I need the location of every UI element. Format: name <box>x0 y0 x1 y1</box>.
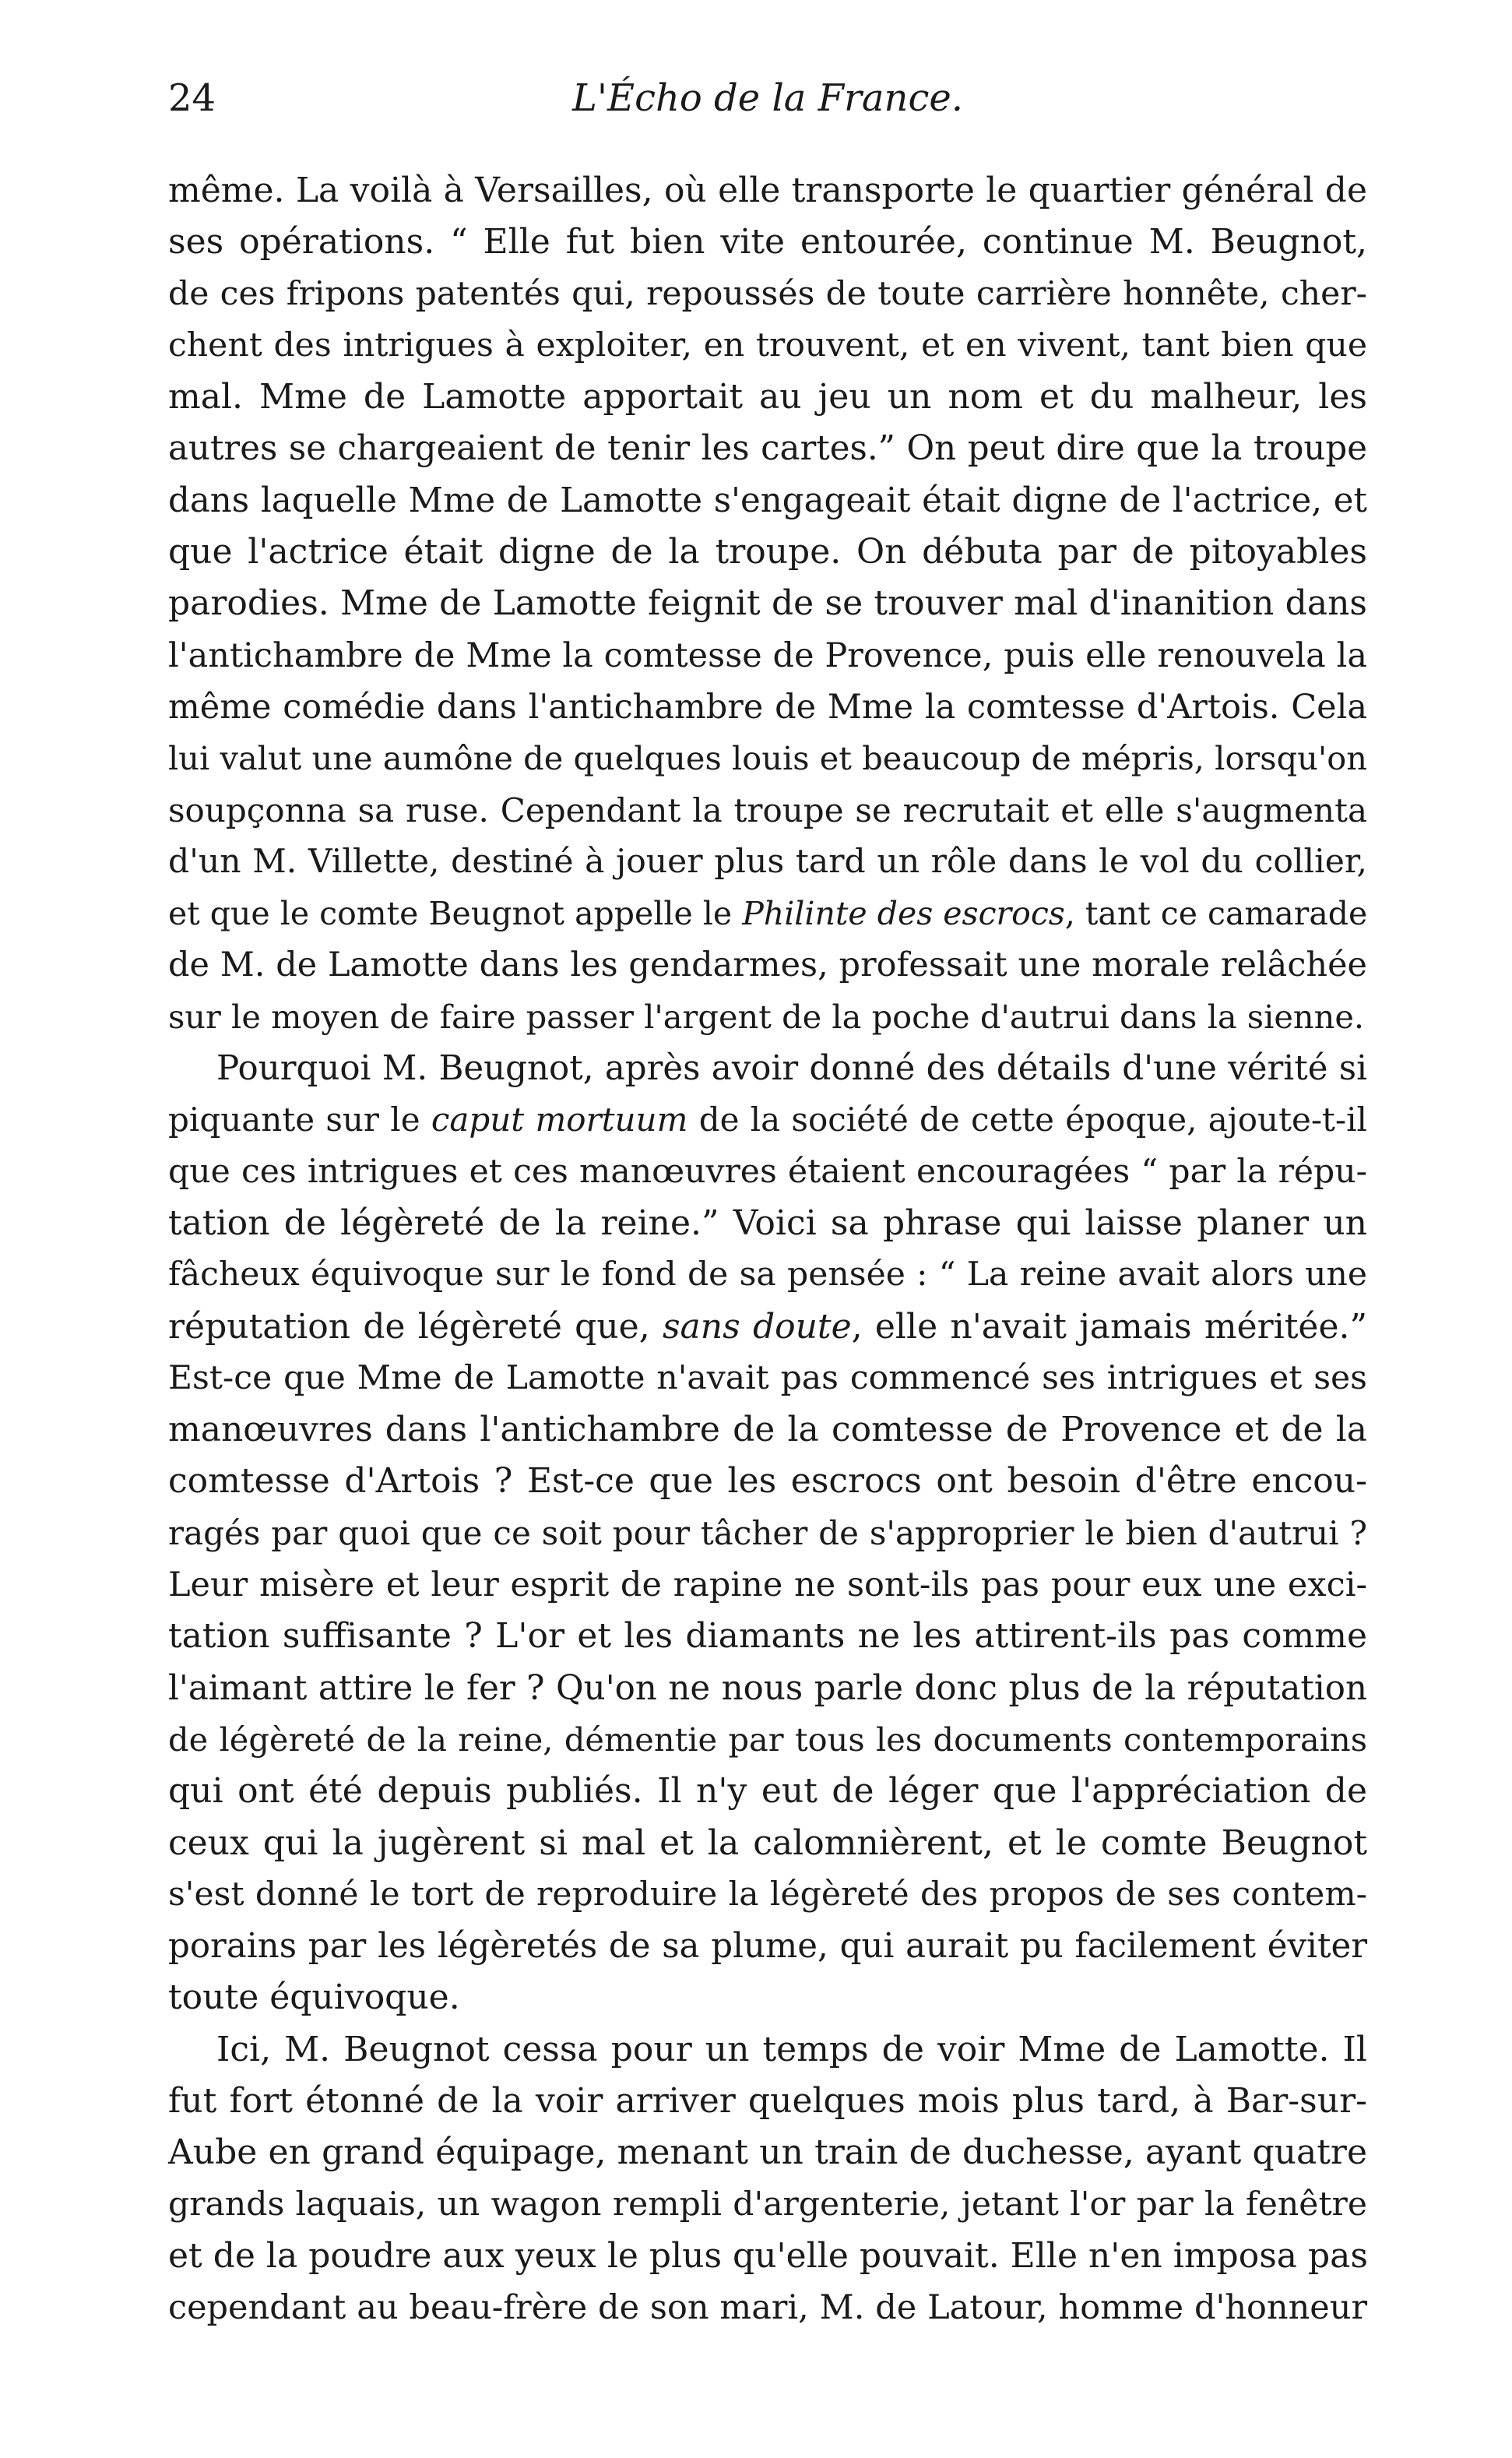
text-line <box>168 888 1367 939</box>
text-line <box>168 1972 1367 2023</box>
line-text: piquante sur le <box>168 1100 431 1139</box>
line-text: comtesse d'Artois ? Est-ce que les escrocs ont besoin d'être encou- <box>168 1461 1367 1502</box>
text-line <box>168 733 1367 784</box>
text-line <box>168 1146 1367 1198</box>
text-line <box>168 269 1367 320</box>
line-text: de légèreté de la reine, démentie par tous les documents contemporains <box>168 1720 1367 1759</box>
line-text: et que le comte Beugnot appelle le <box>168 895 743 933</box>
line-text: sur le moyen de faire passer l'argent de la poche d'autrui dans la sienne. <box>168 997 1365 1036</box>
page-header <box>168 75 1367 121</box>
text-line <box>168 372 1367 423</box>
text-line <box>168 1043 1367 1094</box>
running-title: L'Écho de la France. <box>571 76 963 120</box>
line-text: d'un M. Villette, destiné à jouer plus tard un rôle dans le vol du collier, <box>168 842 1367 881</box>
line-text: de M. de Lamotte dans les gendarmes, professait une morale relâchée <box>168 946 1367 985</box>
text-line <box>168 2282 1367 2333</box>
line-text: de ces fripons patentés qui, repoussés de toute carrière honnête, cher- <box>168 274 1367 313</box>
line-text: que ces intrigues et ces manœuvres étaient encouragées “ par la répu- <box>168 1152 1367 1191</box>
line-text: même. La voilà à Versailles, où elle transporte le quartier général de <box>168 171 1367 210</box>
text-line <box>168 1456 1367 1507</box>
line-text: , tant ce camarade <box>1064 895 1368 933</box>
line-text: grands laquais, un wagon rempli d'argenterie, jetant l'or par la fenêtre <box>168 2185 1367 2224</box>
line-text: qui ont été depuis publiés. Il n'y eut de léger que l'appréciation de <box>168 1771 1367 1812</box>
text-line <box>168 1714 1367 1766</box>
text-line <box>168 1404 1367 1456</box>
line-text: l'antichambre de Mme la comtesse de Provence, puis elle renouvela la <box>168 636 1367 675</box>
text-line <box>168 165 1367 217</box>
text-line <box>168 423 1367 474</box>
text-line <box>168 1818 1367 1869</box>
line-text: porains par les légèretés de sa plume, qui aurait pu facilement éviter <box>168 1927 1367 1967</box>
line-text: réputation de légèreté que, <box>168 1306 663 1347</box>
text-line <box>168 2076 1367 2127</box>
body-text <box>168 165 1367 2333</box>
text-line <box>168 526 1367 578</box>
line-text: toute équivoque. <box>168 1977 460 2018</box>
text-line <box>168 2179 1367 2231</box>
text-line <box>168 991 1367 1043</box>
text-line <box>168 681 1367 733</box>
text-line <box>168 320 1367 372</box>
line-text: , elle n'avait jamais méritée.” <box>851 1306 1367 1347</box>
text-line <box>168 475 1367 526</box>
italic-phrase: Philinte des escrocs <box>742 895 1065 933</box>
text-line <box>168 1198 1367 1249</box>
line-text: tation de légèreté de la reine.” Voici sa phrase qui laisse planer un <box>168 1203 1367 1243</box>
line-text: même comédie dans l'antichambre de Mme la comtesse d'Artois. Cela <box>168 687 1367 727</box>
line-text: soupçonna sa ruse. Cependant la troupe se recrutait et elle s'augmenta <box>168 791 1367 829</box>
text-line <box>168 939 1367 991</box>
line-text: Aube en grand équipage, menant un train de duchesse, ayant quatre <box>168 2132 1367 2173</box>
line-text: l'aimant attire le fer ? Qu'on ne nous parle donc plus de la réputation <box>168 1668 1367 1708</box>
line-text: que l'actrice était digne de la troupe. On débuta par de pitoyables <box>168 532 1367 572</box>
text-line <box>168 1508 1367 1559</box>
line-text: ceux qui la jugèrent si mal et la calomnièrent, et le comte Beugnot <box>168 1822 1367 1863</box>
line-text: fâcheux équivoque sur le fond de sa pensée : “ La reine avait alors une <box>168 1255 1367 1294</box>
line-text: Est-ce que Mme de Lamotte n'avait pas commencé ses intrigues et ses <box>168 1358 1367 1397</box>
line-text: cependant au beau-frère de son mari, M. de Latour, homme d'honneur <box>168 2288 1367 2328</box>
text-line <box>168 1921 1367 1972</box>
line-text: s'est donné le tort de reproduire la légèreté des propos de ses contem- <box>168 1875 1367 1914</box>
line-text: Leur misère et leur esprit de rapine ne sont-ils pas pour eux une exci- <box>168 1565 1367 1605</box>
line-text: parodies. Mme de Lamotte feignit de se trouver mal d'inanition dans <box>168 583 1367 624</box>
text-line <box>168 1611 1367 1662</box>
text-line <box>168 630 1367 681</box>
text-line <box>168 2024 1367 2076</box>
line-text: ses opérations. “ Elle fut bien vite entourée, continue M. Beugnot, <box>168 222 1367 262</box>
line-text: chent des intrigues à exploiter, en trouvent, et en vivent, tant bien que <box>168 326 1367 364</box>
text-line <box>168 1094 1367 1146</box>
text-line <box>168 836 1367 888</box>
italic-phrase: sans doute <box>662 1306 852 1347</box>
text-line <box>168 1301 1367 1353</box>
italic-phrase: caput mortuum <box>431 1100 688 1139</box>
text-line <box>168 217 1367 268</box>
text-line <box>168 1559 1367 1611</box>
line-text: mal. Mme de Lamotte apportait au jeu un nom et du malheur, les <box>168 377 1367 417</box>
text-line <box>168 2231 1367 2282</box>
text-line <box>168 2127 1367 2178</box>
page-number: 24 <box>168 76 216 120</box>
line-text: de la société de cette époque, ajoute-t-il <box>687 1100 1367 1139</box>
line-text: lui valut une aumône de quelques louis et beaucoup de mépris, lorsqu'on <box>168 739 1367 778</box>
line-text: et de la poudre aux yeux le plus qu'elle pouvait. Elle n'en imposa pas <box>168 2235 1368 2276</box>
line-text: ragés par quoi que ce soit pour tâcher de s'approprier le bien d'autrui ? <box>168 1513 1367 1552</box>
text-line <box>168 1249 1367 1301</box>
text-line <box>168 1869 1367 1921</box>
text-line <box>168 1663 1367 1714</box>
line-text: tation suffisante ? L'or et les diamants ne les attirent-ils pas comme <box>168 1616 1367 1657</box>
text-line <box>168 785 1367 836</box>
line-text: autres se chargeaient de tenir les cartes.” On peut dire que la troupe <box>168 429 1367 469</box>
line-text: Ici, M. Beugnot cessa pour un temps de voir Mme de Lamotte. Il <box>216 2029 1367 2069</box>
line-text: dans laquelle Mme de Lamotte s'engageait était digne de l'actrice, et <box>168 481 1367 520</box>
line-text: fut fort étonné de la voir arriver quelques mois plus tard, à Bar-sur- <box>168 2080 1367 2121</box>
text-line <box>168 578 1367 629</box>
text-line <box>168 1353 1367 1404</box>
text-line <box>168 1766 1367 1817</box>
line-text: manœuvres dans l'antichambre de la comtesse de Provence et de la <box>168 1410 1367 1450</box>
line-text: Pourquoi M. Beugnot, après avoir donné des détails d'une vérité si <box>216 1049 1367 1089</box>
